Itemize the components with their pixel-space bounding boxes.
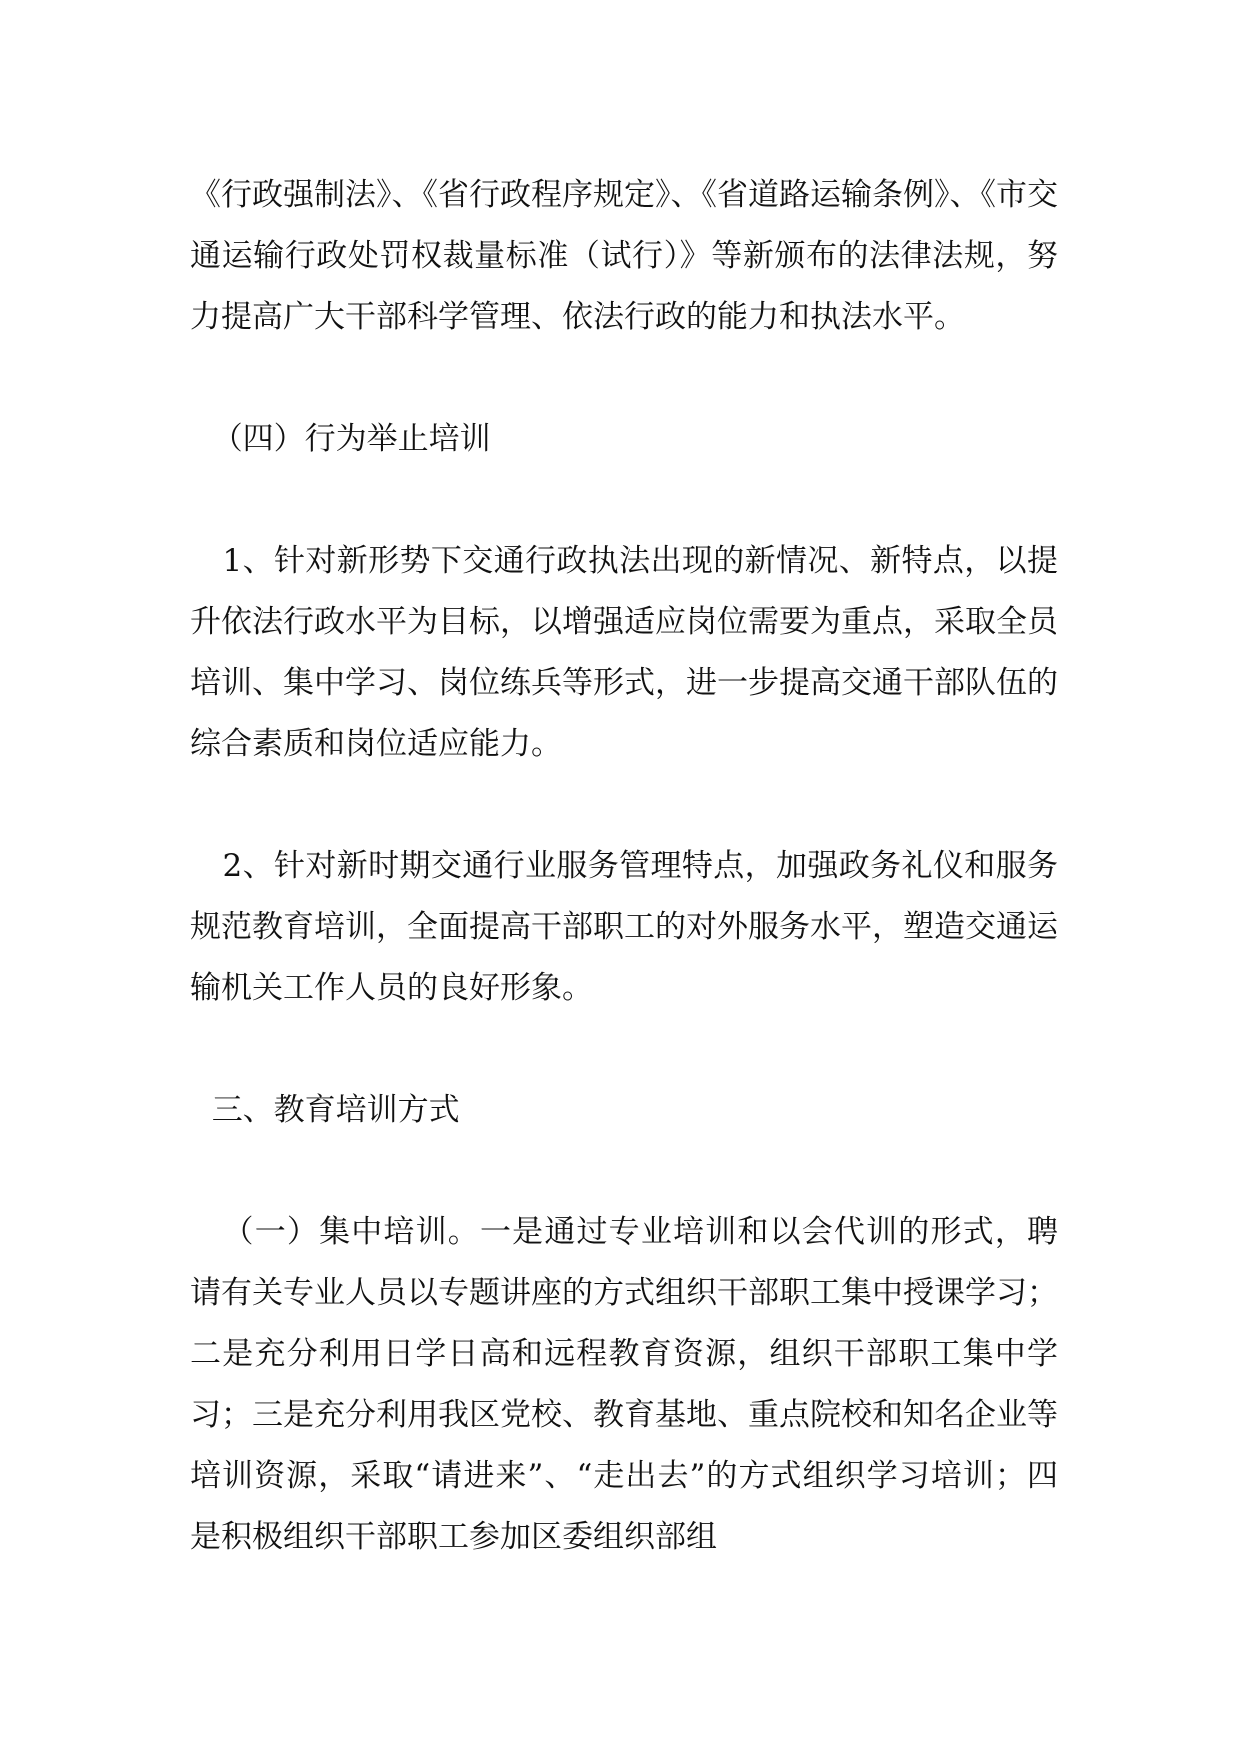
paragraph-item-1: 1、针对新形势下交通行政执法出现的新情况、新特点，以提升依法行政水平为目标，以增强适应岗位需要为重点，采取全员培训、集中学习、岗位练兵等形式，进一步提高交通干部队伍的综合素质和岗位适应能力。 — [190, 543, 1058, 762]
section-heading-training-methods: 三、教育培训方式 — [211, 1092, 460, 1128]
paragraph-law-study: 《行政强制法》、《省行政程序规定》、《省道路运输条例》、《市交通运输行政处罚权裁量标准（试行）》等新颁布的法律法规，努力提高广大干部科学管理、依法行政的能力和执法水平。 — [190, 177, 1058, 335]
document-body — [190, 165, 1058, 1568]
paragraph-item-2: 2、针对新时期交通行业服务管理特点，加强政务礼仪和服务规范教育培训，全面提高干部职工的对外服务水平，塑造交通运输机关工作人员的良好形象。 — [190, 848, 1058, 1006]
paragraph-centralized-training: （一）集中培训。一是通过专业培训和以会代训的形式，聘请有关专业人员以专题讲座的方式组织干部职工集中授课学习；二是充分利用日学日高和远程教育资源，组织干部职工集中学习；三是充分利用我区党校、教育基地、重点院校和知名企业等培训资源，采取“请进来”、“走出去”的方式组织学习培训；四是积极组织干部职工参加区委组织部组 — [190, 1214, 1058, 1555]
section-heading-behavior-training: （四）行为举止培训 — [211, 421, 491, 457]
